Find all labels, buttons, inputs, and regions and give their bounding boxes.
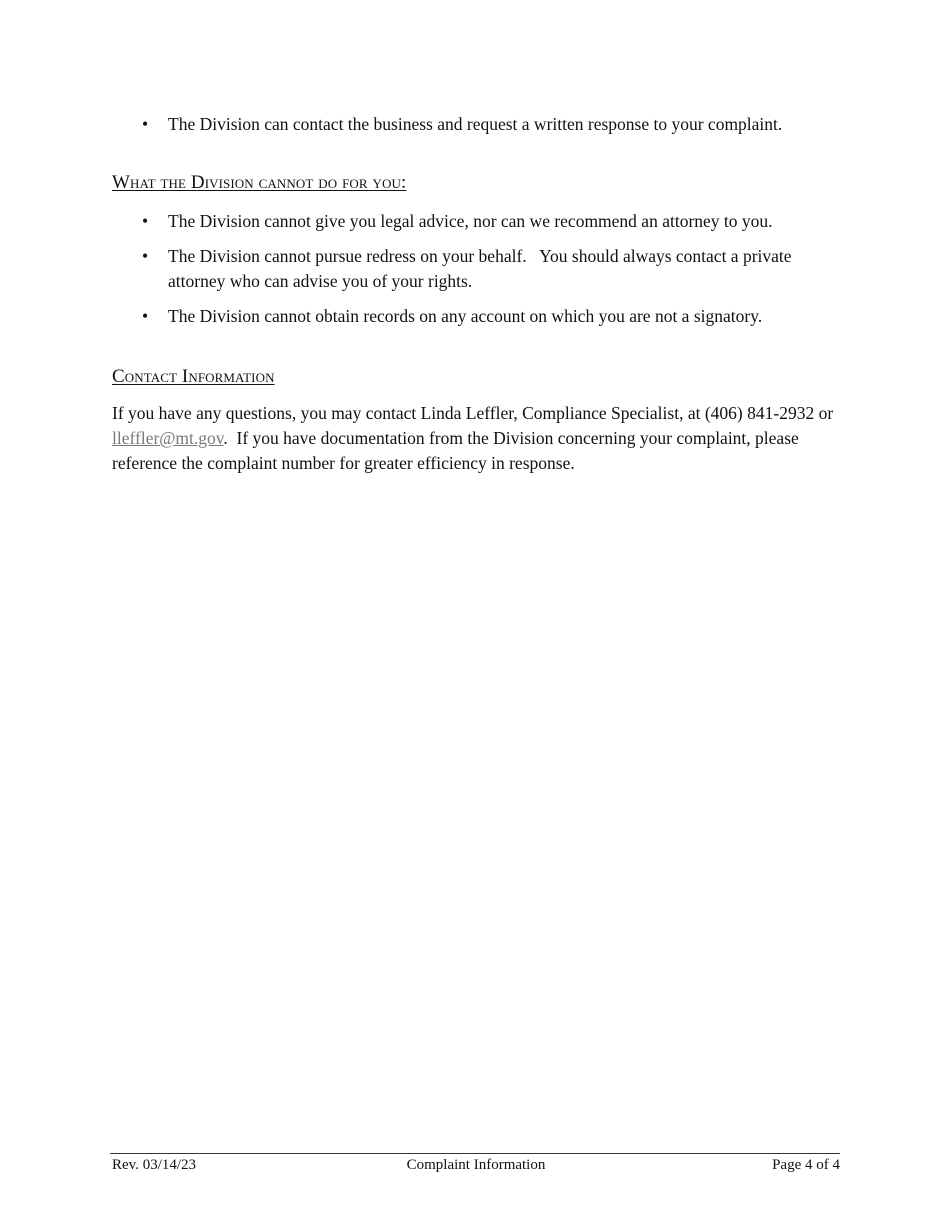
list-item-text: The Division cannot obtain records on any account on which you are not a signatory. — [168, 306, 763, 326]
email-link[interactable]: lleffler@mt.gov — [112, 428, 224, 448]
contact-text-start: If you have any questions, you may contact Linda Leffler, Compliance Specialist, at (406) 841-2932 or — [112, 403, 834, 423]
contact-section-heading: Contact Information — [112, 366, 275, 387]
footer-title: Complaint Information — [406, 1157, 546, 1173]
list-item — [112, 209, 842, 234]
intro-bullet-list — [112, 112, 842, 147]
list-item — [112, 112, 842, 137]
cannot-bullet-list — [112, 209, 842, 339]
list-item — [112, 244, 842, 294]
footer-revision: Rev. 03/14/23 — [112, 1157, 197, 1173]
list-item-text: The Division cannot pursue redress on your behalf. You should always contact a private attorney who can advise you of your rights. — [168, 246, 796, 291]
list-item-text: The Division can contact the business and request a written response to your complaint. — [168, 114, 783, 134]
list-item — [112, 304, 842, 329]
bullet-icon: • — [142, 306, 149, 326]
cannot-section-heading: What the Division cannot do for you: — [112, 172, 407, 193]
list-item-text: The Division cannot give you legal advice, nor can we recommend an attorney to you. — [168, 211, 773, 231]
footer-page-number: Page 4 of 4 — [772, 1157, 840, 1173]
bullet-icon: • — [142, 211, 149, 231]
footer-divider — [110, 1153, 840, 1154]
contact-paragraph — [112, 401, 842, 476]
contact-text-end: . If you have documentation from the Division concerning your complaint, please reference the complaint number for greater efficiency in response. — [112, 428, 804, 473]
bullet-icon: • — [142, 114, 149, 134]
bullet-icon: • — [142, 246, 149, 266]
